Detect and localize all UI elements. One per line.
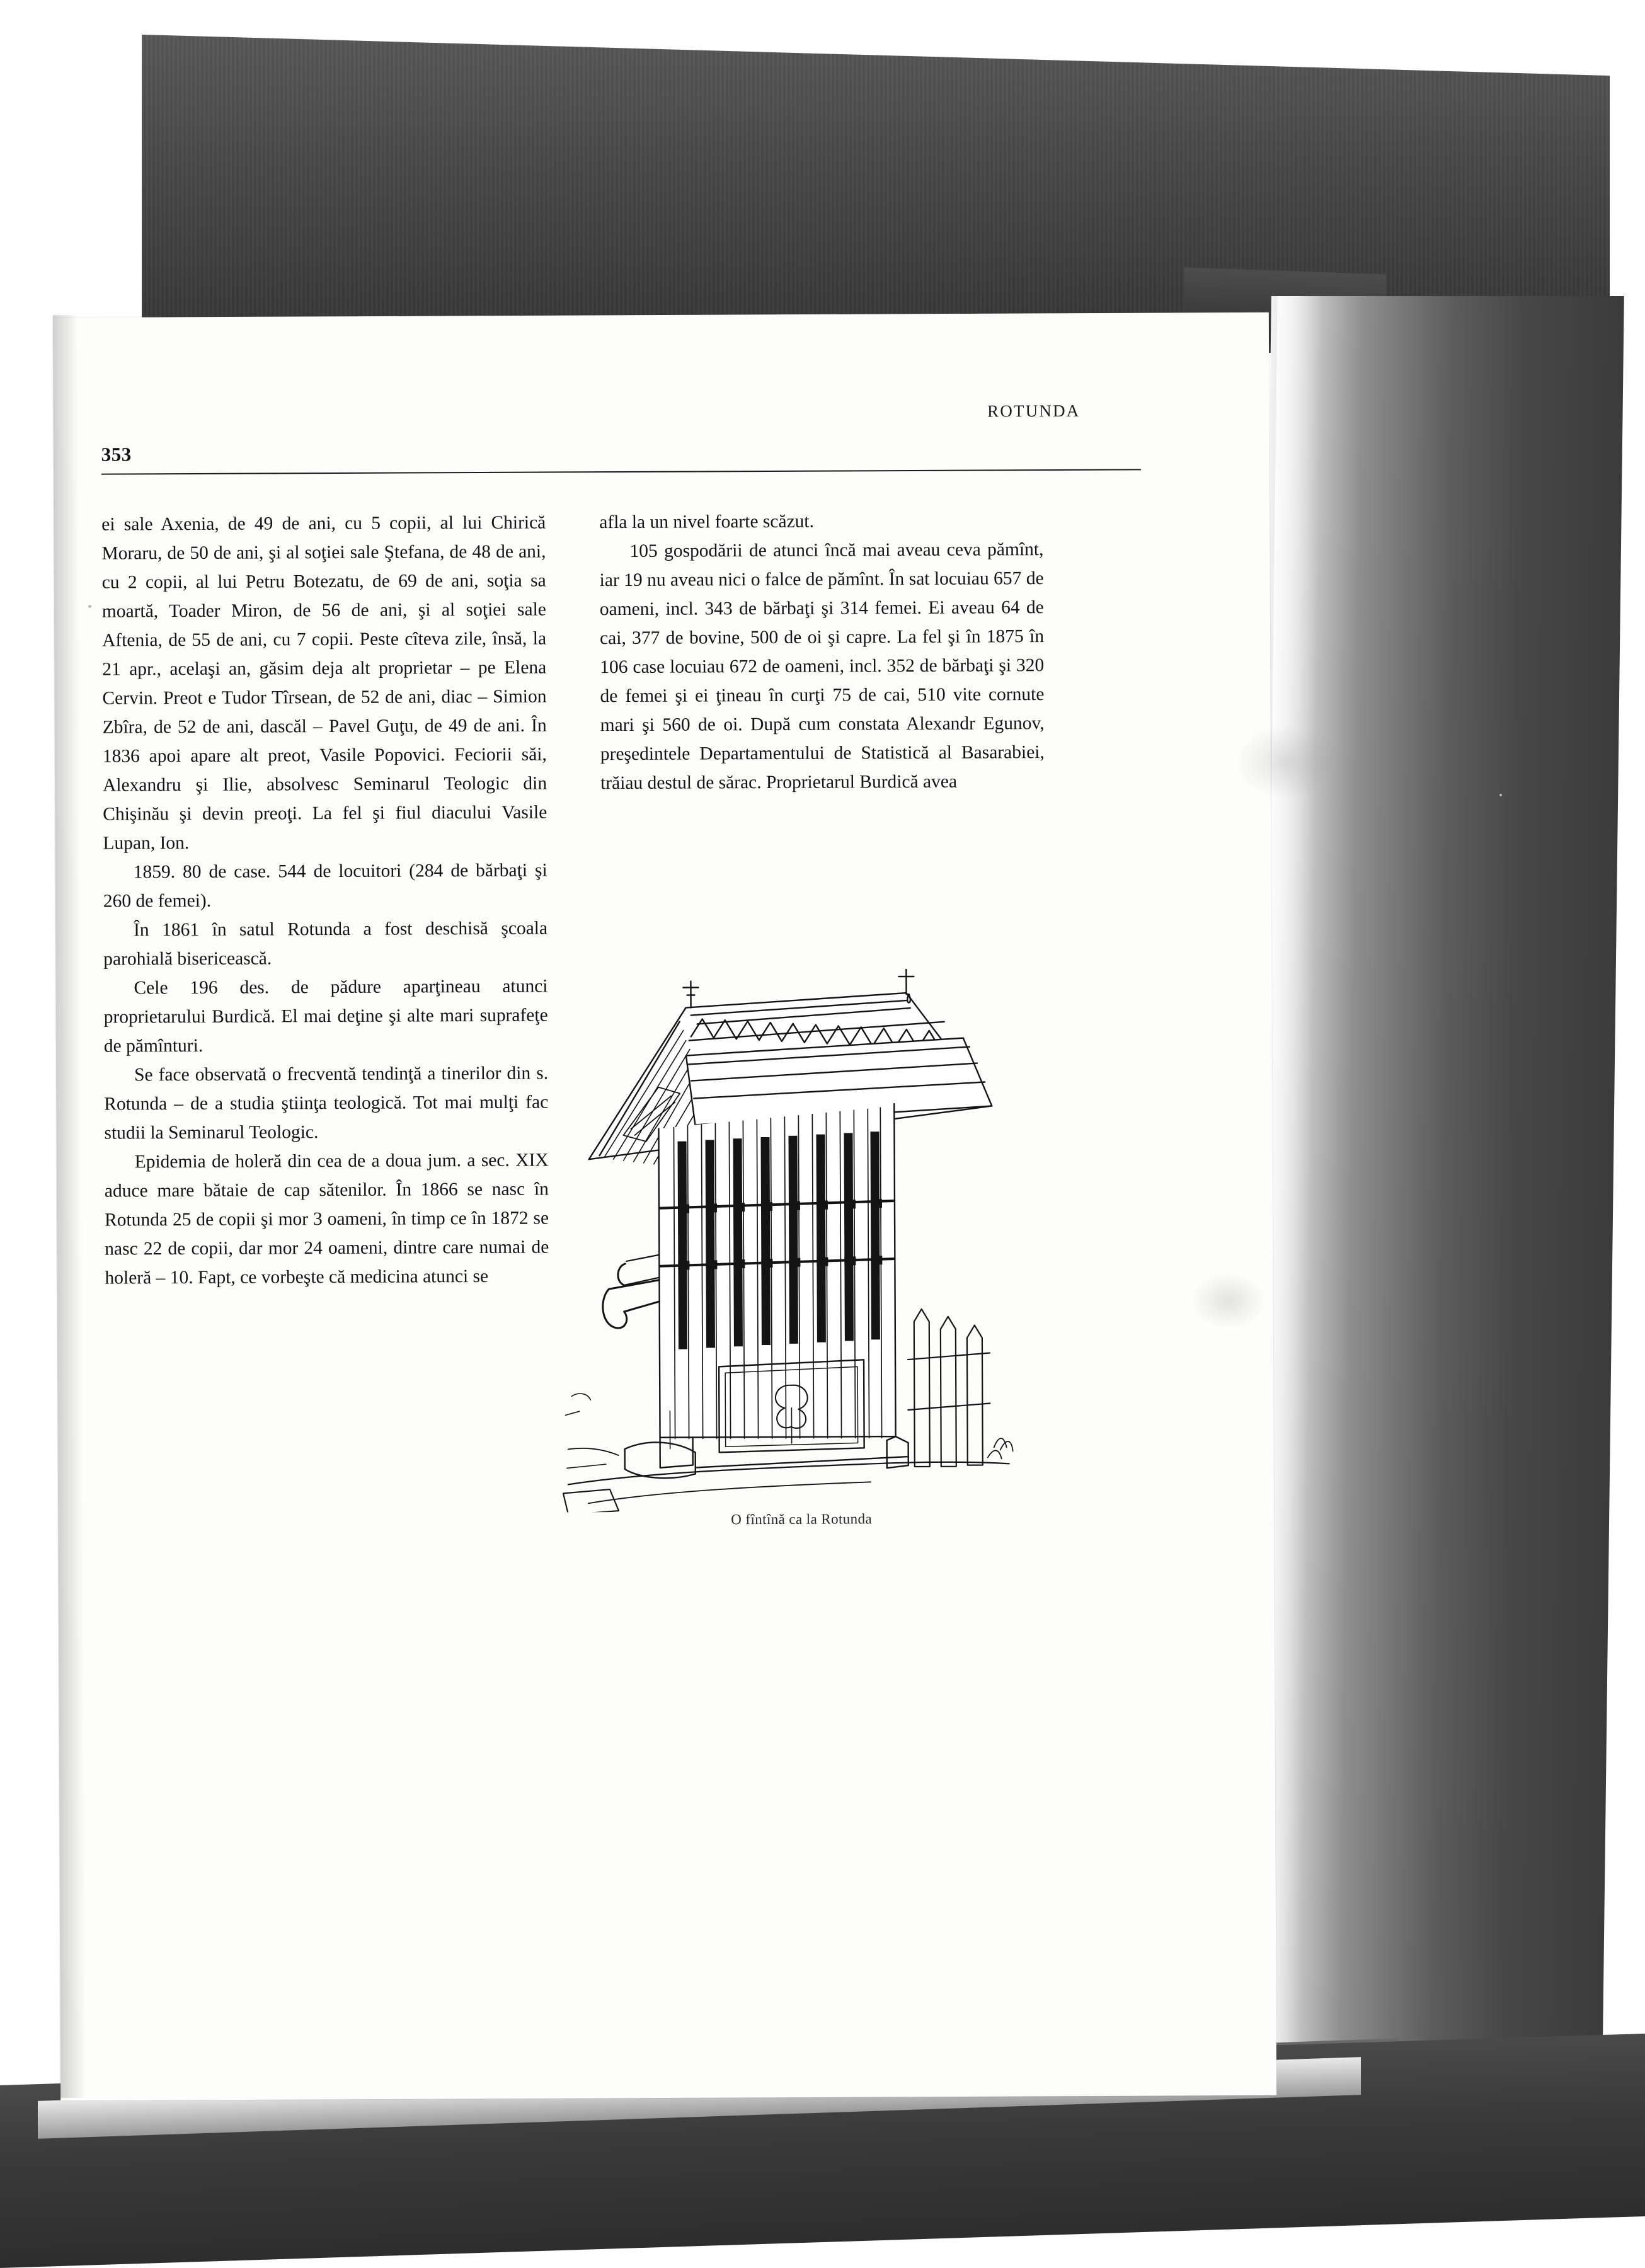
figure-caption: O fîntînă ca la Rotunda [731, 1511, 873, 1528]
paragraph: Cele 196 des. de pădure aparţineau atunci proprietarului Burdică. El mai deţine şi alte mari suprafeţe de pămînturi. [103, 976, 548, 1057]
well-drawing [528, 968, 1060, 1513]
text-columns [101, 505, 1147, 1288]
paragraph: ei sale Axenia, de 49 de ani, cu 5 copii, al lui Chirică Moraru, de 50 de ani, şi al soţiei sale Ştefana, de 48 de ani, cu 2 copii, al lui Petru Botezatu, de 69 de ani, soţia sa moartă, Toader Miron, de 56 de ani, şi al soţiei sale Aftenia, de 55 de ani, cu 7 copii. Peste cîteva zile, însă, la 21 apr., acelaşi an, găsim deja alt proprietar – pe Elena Cervin. Preot e Tudor Tîrsean, de 52 de ani, diac – Simion Zbîra, de 52 de ani, dascăl – Pavel Guţu, de 49 de ani. În 1836 apoi apare alt preot, Vasile Popovici. Feciorii săi, Alexandru şi Ilie, absolvesc Seminarul Teologic din Chişinău şi devin preoţi. La fel şi fiul diacului Vasile Lupan, Ion. [101, 512, 547, 854]
paragraph: 1859. 80 de case. 544 de locuitori (284 de bărbaţi şi 260 de femei). [103, 860, 547, 912]
paragraph: Epidemia de holeră din cea de a doua jum. a sec. XIX aduce mare bătaie de cap sătenilor. În 1866 se nasc în Rotunda 25 de copii şi mor 3 oameni, în timp ce în 1872 se nasc 22 de copii, dar mor 24 oameni, dintre care numai de holeră – 10. Fapt, ce vorbeşte că medicina atunci se [104, 1150, 549, 1288]
scan-blotch [1191, 1273, 1266, 1329]
paragraph: Se face observată o frecventă tendinţă a tinerilor din s. Rotunda – de a studia ştiinţa teologică. Tot mai mulţi fac studii la Seminarul Teologic. [104, 1063, 549, 1143]
page-content [84, 338, 1163, 2081]
page-number: 353 [101, 443, 132, 466]
right-text-column [599, 506, 1045, 798]
left-text-column [101, 508, 549, 1293]
paragraph: 105 gospodării de atunci încă mai aveau ceva pămînt, iar 19 nu aveau nici o falce de pămînt. În sat locuiau 657 de oameni, incl. 343 de bărbaţi şi 314 femei. Ei aveau 64 de cai, 377 de bovine, 500 de oi şi capre. La fel şi în 1875 în 106 case locuiau 672 de oameni, incl. 352 de bărbaţi şi 320 de femei şi ei ţineau în curţi 75 de cai, 510 vite cornute mari şi 560 de oi. După cum constata Alexandr Egunov, preşedintele Departamentului de Statistică al Basarabiei, trăiau destul de sărac. Proprietarul Burdică avea [599, 539, 1045, 794]
header-rule [101, 469, 1141, 474]
paragraph: afla la un nivel foarte scăzut. [599, 511, 815, 533]
well-illustration [528, 968, 1060, 1538]
scan-speck [1499, 794, 1502, 796]
paragraph: În 1861 în satul Rotunda a fost deschisă şcoala parohială bisericească. [103, 918, 548, 970]
running-head: ROTUNDA [987, 401, 1080, 421]
scan-blotch [1235, 724, 1336, 800]
